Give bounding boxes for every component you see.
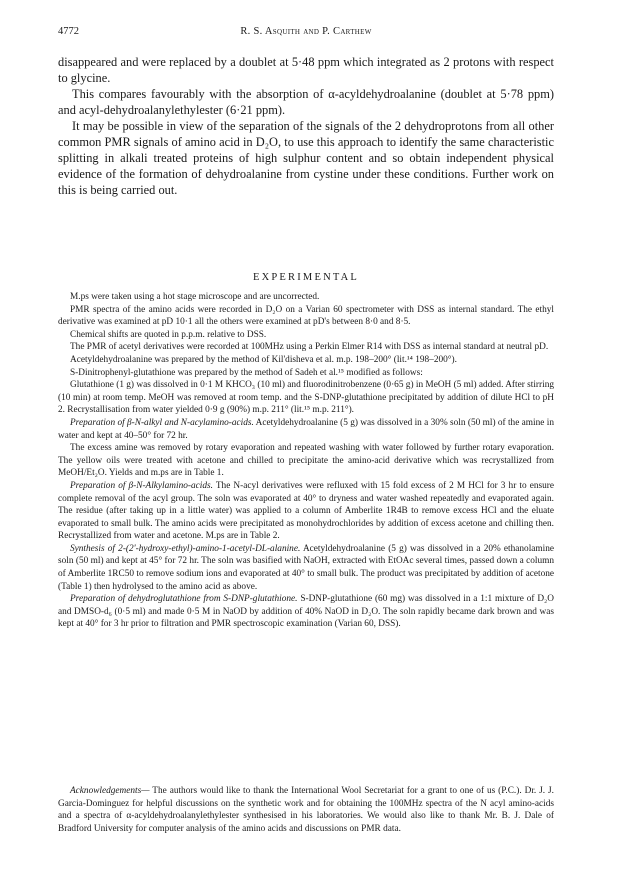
paragraph-body: Acetyldehydroalanine (5 g) was dissolved in a 20% ethanolamine soln (50 ml) and kept at 45° for 72 hr. The soln was basified with NaOH, extracted with EtOAc several times, passed down a column of Amberlite 1RC50 to remove sodium ions and evaporated at 40° to small bulk. The product was precipitated by addition of acetone (Table 1) then hydrolysed to the amino acid as above.: [58, 543, 554, 592]
experimental-paragraph: [58, 379, 554, 417]
acknowledgements-body: The authors would like to thank the International Wool Secretariat for a grant to one of us (P.C.). Dr. J. J. Garcia-Dominguez for helpful discussions on the synthetic work and for obtaining the 100MHz spectra of the N acyl amino-acids and a spectra of α-acyldehydroalanylethylester synthesised in his laboratories. We would also like to thank Mr. B. J. Dale of Bradford University for computer analysis of the amino acids and discussions on PMR data.: [58, 786, 554, 834]
experimental-paragraph: [58, 417, 554, 442]
paragraph-body: Acetyldehydroalanine was prepared by the method of Kil'disheva et al. m.p. 198–200° (lit.¹⁴ 198–200°).: [70, 354, 457, 365]
paragraph-body: The PMR of acetyl derivatives were recorded at 100MHz using a Perkin Elmer R14 with DSS as internal standard at neutral pD.: [70, 342, 549, 353]
experimental-paragraph: [58, 543, 554, 593]
paragraph-body: Glutathione (1 g) was dissolved in 0·1 M KHCO₃ (10 ml) and fluorodinitrobenzene (0·65 g) in MeOH (5 ml) added. After stirring (10 min) at room temp. MeOH was removed at room temp. and the S-DNP-glutathione precipitated by addition of dilute HCl to pH 2. Recrystallisation from water yielded 0·9 g (90%) m.p. 211° (lit.¹⁵ m.p. 211°).: [58, 380, 555, 416]
paragraph-body: PMR spectra of the amino acids were recorded in D₂O on a Varian 60 spectrometer with DSS as internal standard. The ethyl derivative was examined at pD 10·1 all the others were examined at pD's between 8·0 and 8·5.: [58, 304, 554, 328]
results-text: [58, 54, 554, 198]
running-head: R. S. Asquith and P. Carthew: [240, 26, 372, 37]
paragraph-heading: Preparation of dehydroglutathione from S-DNP-glutathione.: [70, 594, 298, 605]
experimental-paragraph: [58, 480, 554, 543]
paragraph-heading: Preparation of β-N-alkyl and N-acylamino-acids.: [70, 417, 254, 428]
experimental-paragraph: [58, 291, 554, 304]
results-paragraph: This compares favourably with the absorption of α-acyldehydroalanine (doublet at 5·78 ppm) and acyl-dehydroalanylethylester (6·21 ppm).: [58, 87, 554, 117]
results-paragraph: disappeared and were replaced by a doublet at 5·48 ppm which integrated as 2 protons with respect to glycine.: [58, 55, 554, 85]
acknowledgements-heading: Acknowledgements—: [70, 786, 150, 796]
paragraph-body: Chemical shifts are quoted in p.p.m. relative to DSS.: [70, 329, 267, 340]
paragraph-heading: Synthesis of 2-(2'-hydroxy-ethyl)-amino-1-acetyl-DL-alanine.: [70, 543, 301, 554]
acknowledgements-section: [58, 785, 554, 835]
paragraph-body: M.ps were taken using a hot stage microscope and are uncorrected.: [70, 292, 320, 302]
page-number: 4772: [58, 26, 79, 37]
acknowledgements-paragraph: [58, 785, 554, 835]
experimental-paragraph: [58, 442, 554, 480]
paragraph-body: The N-acyl derivatives were refluxed with 15 fold excess of 2 M HCl for 3 hr to ensure complete removal of the acyl group. The soln was evaporated at 40° to dryness and water washed repeatedly and evaporated again. The residue (after taking up in a little water) was applied to a column of Amberlite 1R4B to remove excess HCl and the eluate evaporated to small bulk. The amino acids were precipitated as monohydrochlorides by addition of excess acetone and chilling then. Recrystallized from water and acetone. M.ps are in Table 2.: [58, 480, 554, 542]
section-heading-experimental: EXPERIMENTAL: [252, 272, 360, 283]
page-header: [58, 26, 554, 42]
paragraph-heading: Preparation of β-N-Alkylamino-acids.: [70, 480, 213, 491]
experimental-paragraph: [58, 367, 554, 380]
experimental-paragraph: [58, 304, 554, 329]
results-paragraph: It may be possible in view of the separation of the signals of the 2 dehydroprotons from all other common PMR signals of amino acid in D₂O, to use this approach to identify the same characteristic splitting in alkali treated proteins of high sulphur content and so obtain independent physical evidence of the formation of dehydroalanine from cystine under these conditions. Further work on this is being carried out.: [58, 119, 554, 197]
paragraph-body: The excess amine was removed by rotary evaporation and repeated washing with water followed by further rotary evaporation. The yellow oils were treated with acetone and chilled to precipitate the amino-acid derivative which was recrystallized from MeOH/Et₂O. Yields and m.ps are in Table 1.: [58, 443, 554, 479]
experimental-section: [58, 291, 554, 631]
paragraph-body: S-DNP-glutathione (60 mg) was dissolved in a 1:1 mixture of D₂O and DMSO-d₆ (0·5 ml) and made 0·5 M in NaOD by addition of 40% NaOD in D₂O. The soln rapidly became dark brown and was kept at 40° for 3 hr prior to filtration and PMR spectroscopic examination (Varian 60, DSS).: [58, 594, 554, 630]
experimental-paragraph: [58, 593, 554, 631]
experimental-paragraph: [58, 329, 554, 342]
paragraph-body: Acetyldehydroalanine (5 g) was dissolved in a 30% soln (50 ml) of the amine in water and kept at 40–50° for 72 hr.: [58, 417, 554, 441]
experimental-paragraph: [58, 354, 554, 367]
experimental-paragraph: [58, 341, 554, 354]
paragraph-body: S-Dinitrophenyl-glutathione was prepared by the method of Sadeh et al.¹⁵ modified as follows:: [70, 367, 423, 378]
